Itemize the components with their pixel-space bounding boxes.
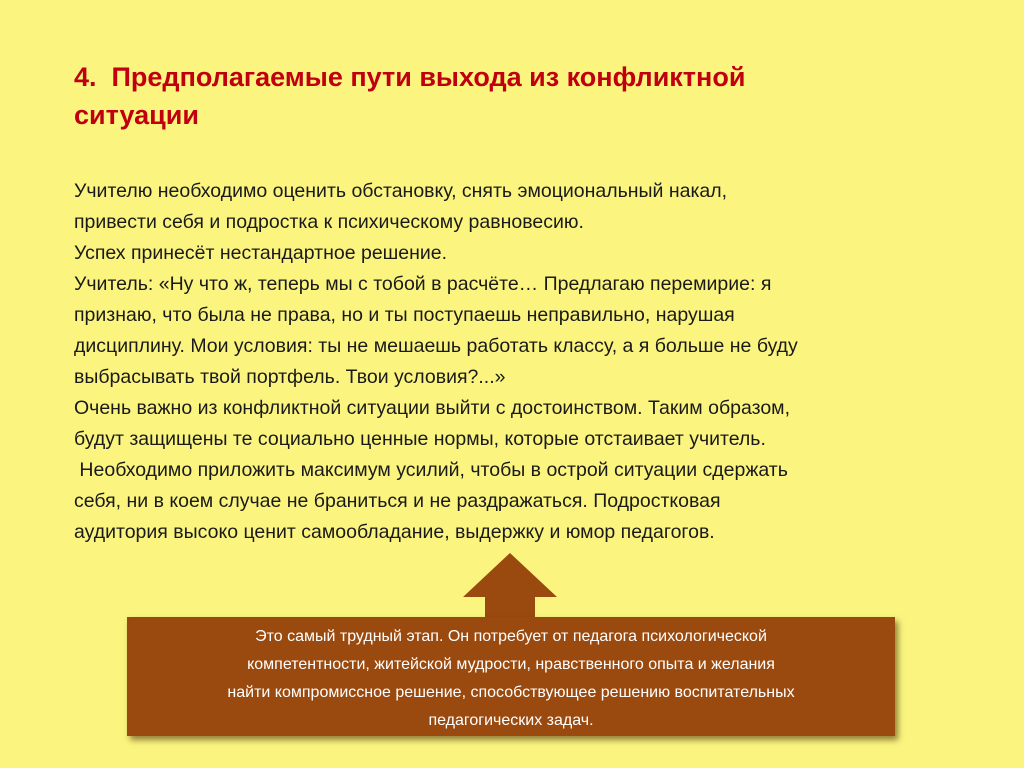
paragraph-dignity: Очень важно из конфликтной ситуации выйти с достоинством. Таким образом, будут защищены те социально ценные нормы, которые отстаивает учитель. [74,397,791,450]
up-arrow-icon [463,553,557,623]
callout-box [127,617,895,736]
callout-text: Это самый трудный этап. Он потребует от педагога психологической компетентности, житейской мудрости, нравственного опыта и желания найти компромиссное решение, способствующее решению воспитательных педагогических задач. [227,628,795,729]
paragraph-self-control: Необходимо приложить максимум усилий, чтобы в острой ситуации сдержать себя, ни в коем случае не браниться и не раздражаться. Подростковая аудитория высоко ценит самообладание, выдержку и юмор педагогов. [74,459,788,543]
slide-title: 4. Предполагаемые пути выхода из конфликтной ситуации [74,62,746,130]
slide-body [74,176,974,548]
paragraph-assess-situation: Учителю необходимо оценить обстановку, снять эмоциональный накал, привести себя и подростка к психическому равновесию. [74,180,728,233]
paragraph-teacher-quote: Учитель: «Ну что ж, теперь мы с тобой в расчёте… Предлагаю перемирие: я признаю, что была не права, но и ты поступаешь неправильно, нарушая дисциплину. Мои условия: ты не мешаешь работать классу, а я больше не буду выбрасывать твой портфель. Твои условия?...» [74,273,798,388]
paragraph-nonstandard-solution: Успех принесёт нестандартное решение. [74,242,448,264]
